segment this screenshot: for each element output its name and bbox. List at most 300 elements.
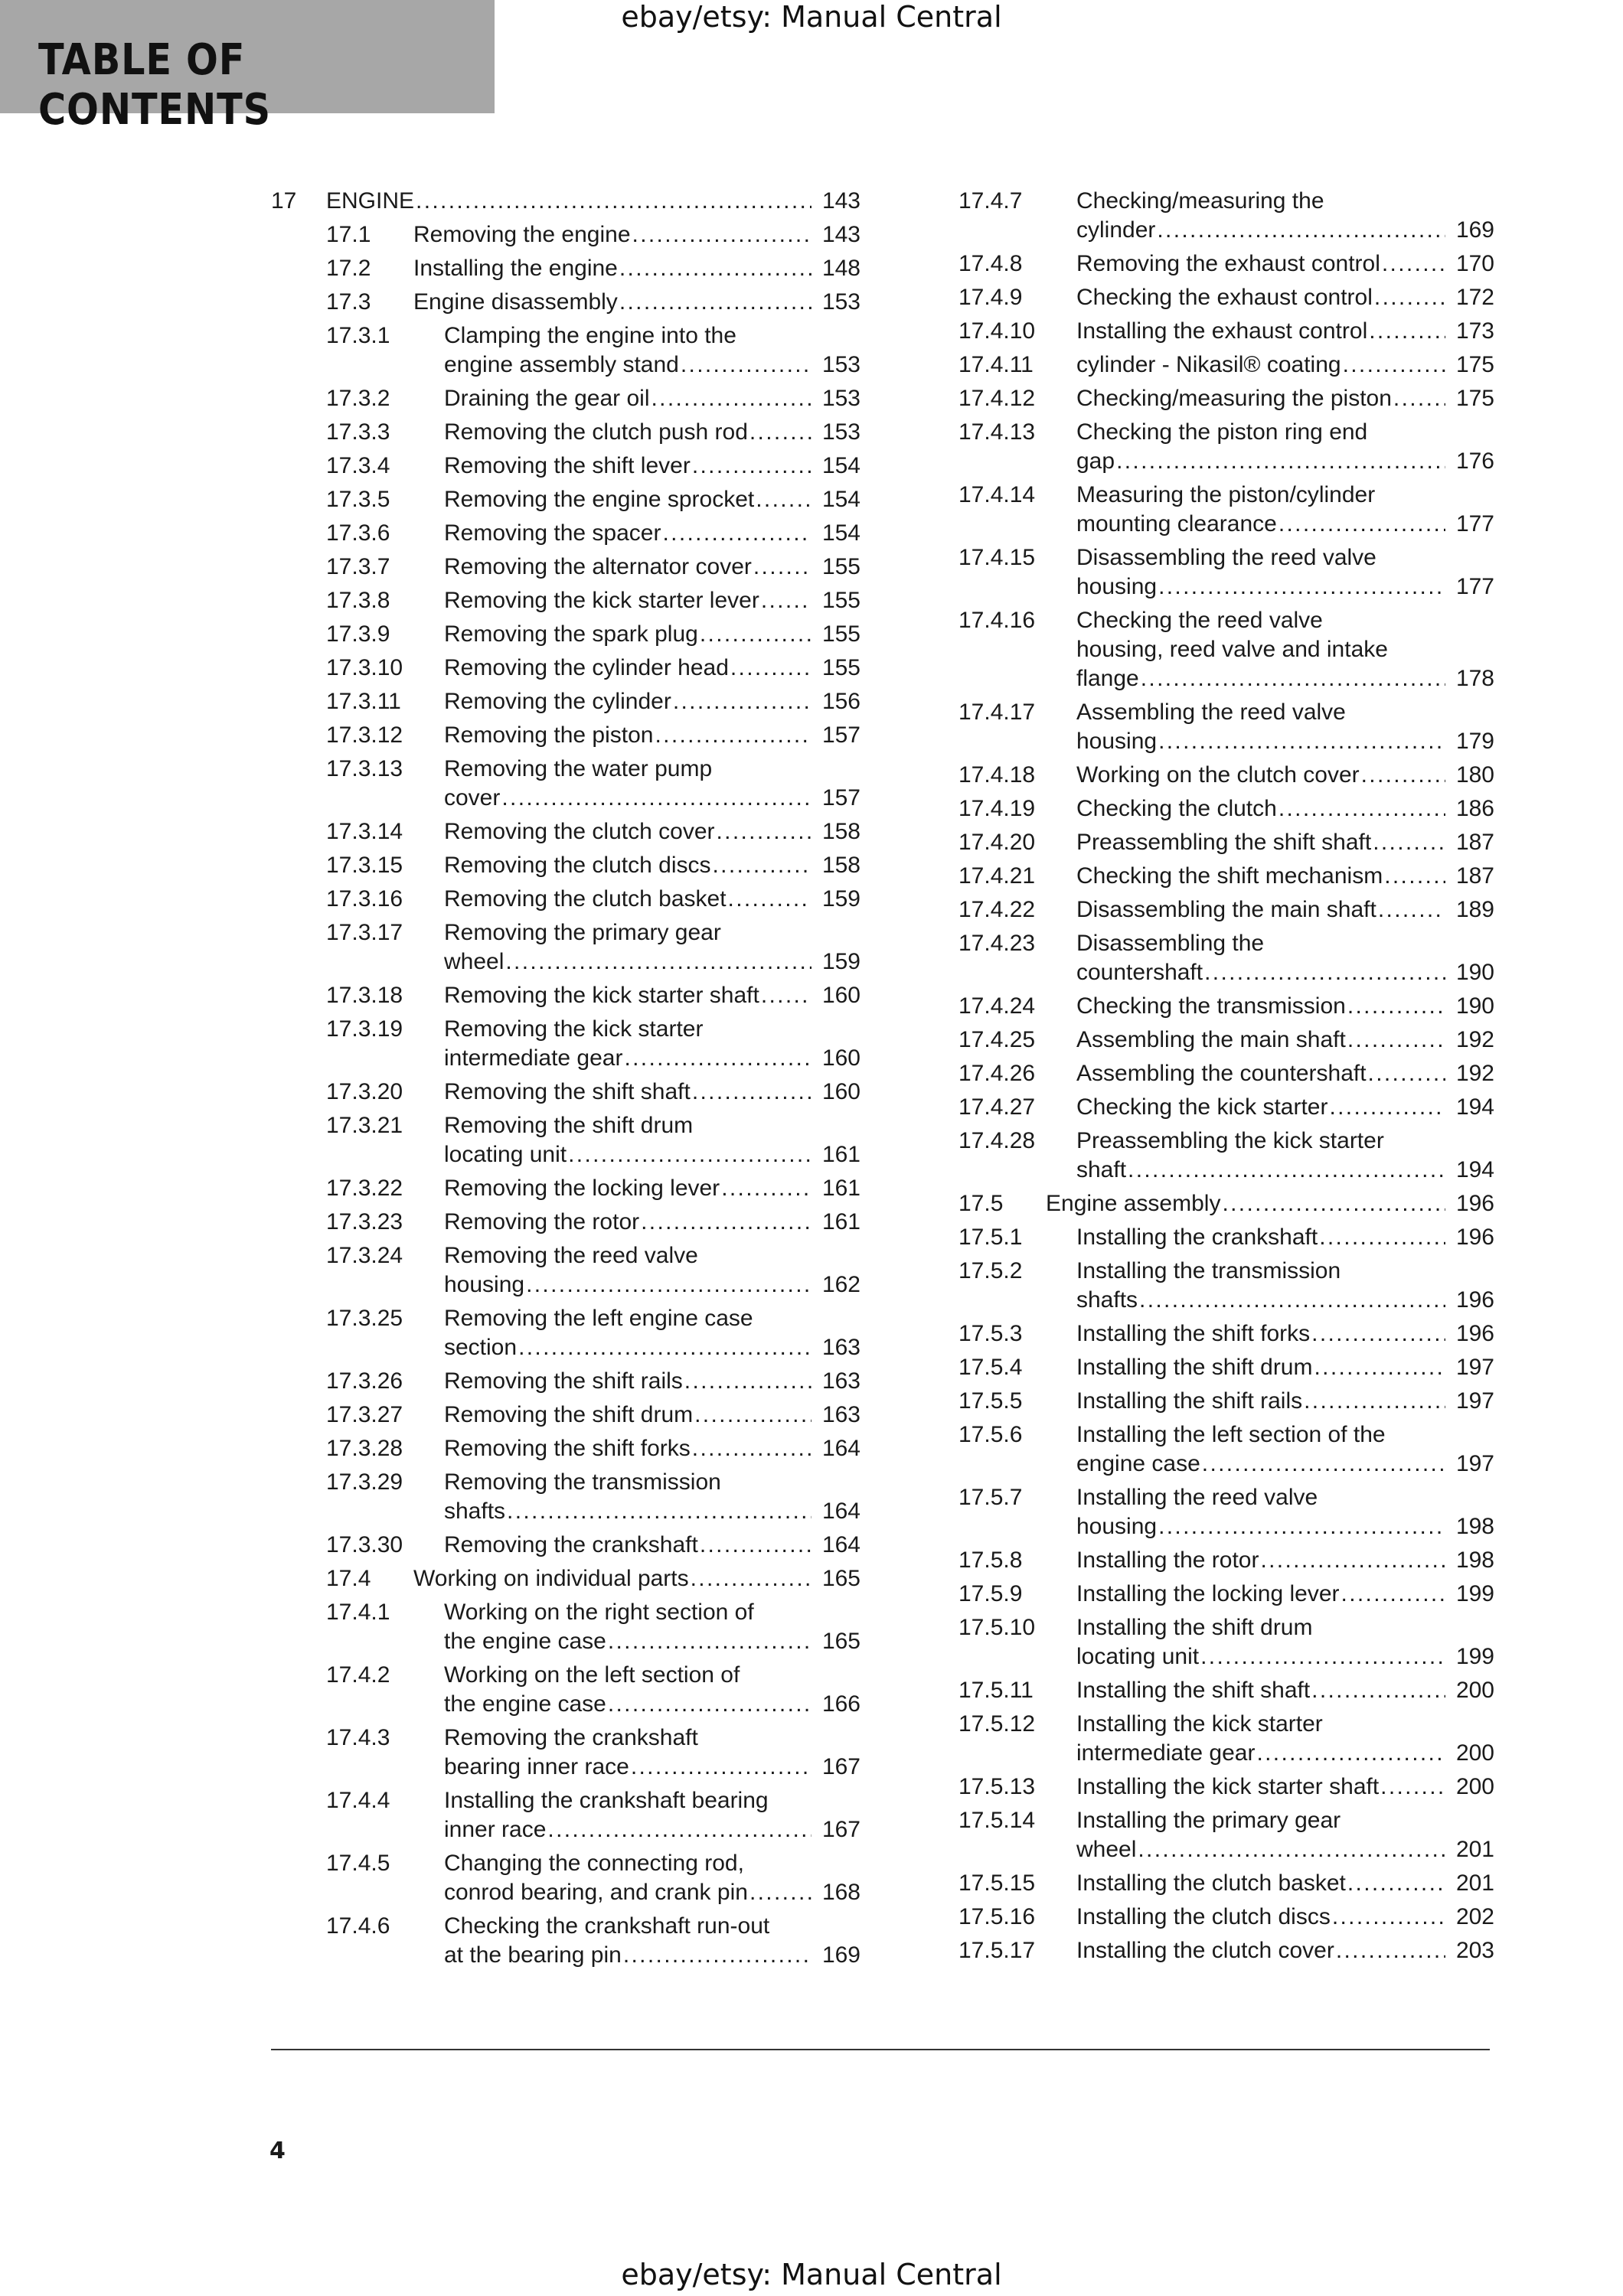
toc-entry-title: Checking the reed valve — [1076, 608, 1323, 633]
toc-entry-page: 180 — [1455, 762, 1494, 788]
toc-entry-page: 197 — [1455, 1451, 1494, 1476]
dot-leader — [1380, 1773, 1445, 1802]
toc-entry-page: 200 — [1455, 1740, 1494, 1766]
toc-entry[interactable] — [958, 761, 1494, 790]
dot-leader — [761, 586, 812, 615]
toc-entry-number: 17.4 — [326, 1566, 371, 1591]
toc-entry-number: 17.5.8 — [958, 1548, 1023, 1573]
toc-entry-number: 17.4.3 — [326, 1725, 390, 1750]
toc-entry[interactable] — [958, 351, 1494, 380]
toc-entry[interactable] — [271, 721, 860, 750]
dot-leader — [1378, 895, 1445, 925]
toc-entry-number: 17.3.30 — [326, 1532, 403, 1557]
toc-entry-title: the engine case — [444, 1691, 606, 1717]
toc-entry-page: 199 — [1455, 1644, 1494, 1669]
toc-entry-page: 177 — [1455, 511, 1494, 536]
toc-entry-page: 153 — [821, 386, 860, 411]
toc-entry[interactable] — [271, 553, 860, 582]
toc-entry-number: 17.3.1 — [326, 323, 390, 348]
toc-entry[interactable] — [271, 187, 860, 216]
toc-entry[interactable] — [271, 321, 860, 380]
toc-entry-number: 17.3 — [326, 289, 371, 315]
toc-entry[interactable] — [958, 1546, 1494, 1575]
toc-entry-number: 17.3.22 — [326, 1176, 403, 1201]
toc-entry[interactable] — [271, 1786, 860, 1844]
toc-entry-number: 17.4.16 — [958, 608, 1036, 633]
toc-entry-page: 190 — [1455, 993, 1494, 1019]
toc-entry-page: 158 — [821, 853, 860, 878]
toc-entry-title: Preassembling the shift shaft — [1076, 830, 1372, 855]
toc-entry-page: 202 — [1455, 1904, 1494, 1929]
toc-entry[interactable] — [958, 794, 1494, 823]
toc-entry-number: 17.3.5 — [326, 487, 390, 512]
toc-entry[interactable] — [271, 1174, 860, 1203]
dot-leader — [608, 1627, 812, 1656]
toc-entry-title: Removing the kick starter shaft — [444, 983, 759, 1008]
toc-entry-page: 143 — [821, 222, 860, 247]
toc-entry-title: intermediate gear — [444, 1045, 623, 1071]
toc-entry-page: 157 — [821, 785, 860, 810]
toc-entry-title: Installing the crankshaft — [1076, 1225, 1318, 1250]
dot-leader — [547, 1815, 812, 1844]
toc-entry[interactable] — [271, 1078, 860, 1107]
dot-leader — [1158, 1512, 1445, 1541]
toc-entry[interactable] — [958, 1936, 1494, 1965]
toc-entry[interactable] — [958, 1869, 1494, 1898]
dot-leader — [1374, 283, 1445, 312]
dot-leader — [1222, 1189, 1445, 1218]
dot-leader — [700, 620, 812, 649]
toc-entry[interactable] — [271, 817, 860, 846]
toc-entry-number: 17.4.2 — [326, 1662, 390, 1688]
toc-entry-title: Clamping the engine into the — [444, 323, 736, 348]
toc-entry-number: 17.4.19 — [958, 796, 1036, 821]
toc-entry[interactable] — [271, 1661, 860, 1719]
toc-entry-title: Installing the reed valve — [1076, 1485, 1318, 1510]
toc-entry-number: 17.4.5 — [326, 1851, 390, 1876]
toc-entry-title: wheel — [444, 949, 505, 974]
toc-entry-number: 17.3.23 — [326, 1209, 403, 1234]
toc-entry[interactable] — [271, 485, 860, 514]
toc-entry-number: 17.3.24 — [326, 1243, 403, 1268]
toc-entry[interactable] — [271, 220, 860, 249]
toc-entry-number: 17.4.9 — [958, 285, 1023, 310]
toc-entry-title: Checking the crankshaft run-out — [444, 1913, 770, 1939]
toc-entry[interactable] — [271, 586, 860, 615]
toc-entry[interactable] — [271, 1304, 860, 1362]
toc-entry[interactable] — [271, 1724, 860, 1782]
toc-entry-page: 201 — [1455, 1870, 1494, 1896]
toc-entry-number: 17.5.2 — [958, 1258, 1023, 1283]
toc-entry-title: Removing the shift lever — [444, 453, 691, 478]
dot-leader — [700, 1531, 812, 1560]
toc-entry[interactable] — [958, 1059, 1494, 1088]
dot-leader — [1382, 249, 1445, 279]
toc-entry-page: 169 — [1455, 217, 1494, 243]
dot-leader — [619, 288, 812, 317]
toc-entry-title: Removing the kick starter — [444, 1016, 704, 1042]
dot-leader — [692, 1078, 812, 1107]
dot-leader — [1202, 1450, 1445, 1479]
toc-entry-page: 156 — [821, 689, 860, 714]
toc-entry[interactable] — [958, 1257, 1494, 1315]
dot-leader — [526, 1270, 812, 1300]
toc-entry-page: 155 — [821, 621, 860, 647]
toc-entry-number: 17.5.15 — [958, 1870, 1036, 1896]
toc-entry[interactable] — [271, 1401, 860, 1430]
toc-entry[interactable] — [271, 851, 860, 880]
toc-entry[interactable] — [958, 1903, 1494, 1932]
toc-entry-number: 17.4.28 — [958, 1128, 1036, 1153]
toc-entry[interactable] — [958, 317, 1494, 346]
toc-entry-page: 148 — [821, 256, 860, 281]
toc-entry[interactable] — [271, 1367, 860, 1396]
toc-entry[interactable] — [958, 481, 1494, 539]
dot-leader — [416, 187, 812, 216]
toc-entry-number: 17.3.28 — [326, 1436, 403, 1461]
dot-leader — [717, 817, 812, 846]
toc-entry-page: 154 — [821, 520, 860, 546]
toc-entry-title: Engine assembly — [1046, 1191, 1221, 1216]
toc-entry[interactable] — [271, 654, 860, 683]
toc-entry-title: Removing the left engine case — [444, 1306, 753, 1331]
toc-entry-page: 196 — [1455, 1225, 1494, 1250]
toc-entry-title: Assembling the reed valve — [1076, 700, 1346, 725]
toc-entry[interactable] — [271, 687, 860, 716]
toc-entry-title: Disassembling the reed valve — [1076, 545, 1376, 570]
toc-entry[interactable] — [958, 283, 1494, 312]
toc-entry-page: 158 — [821, 819, 860, 844]
toc-entry-title: shafts — [444, 1499, 506, 1524]
toc-entry-title: engine case — [1076, 1451, 1200, 1476]
toc-entry-page: 161 — [821, 1142, 860, 1167]
toc-entry[interactable] — [271, 1468, 860, 1526]
toc-entry-title: locating unit — [1076, 1644, 1200, 1669]
dot-leader — [761, 981, 812, 1010]
toc-entry-number: 17.3.16 — [326, 886, 403, 912]
dot-leader — [1347, 1869, 1445, 1898]
toc-entry[interactable] — [958, 1319, 1494, 1349]
toc-entry-number: 17.3.7 — [326, 554, 390, 579]
toc-entry-title: Engine disassembly — [413, 289, 618, 315]
toc-entry[interactable] — [271, 254, 860, 283]
toc-entry-page: 166 — [821, 1691, 860, 1717]
toc-entry-page: 154 — [821, 487, 860, 512]
dot-leader — [507, 1497, 812, 1526]
toc-entry-page: 192 — [1455, 1061, 1494, 1086]
toc-entry[interactable] — [958, 929, 1494, 987]
toc-entry-number: 17.5.6 — [958, 1422, 1023, 1447]
toc-entry-number: 17.5.12 — [958, 1711, 1036, 1737]
toc-entry-page: 153 — [821, 352, 860, 377]
dot-leader — [1368, 1059, 1445, 1088]
toc-entry-page: 165 — [821, 1566, 860, 1591]
dot-leader — [623, 1941, 812, 1970]
toc-entry-title: Removing the spacer — [444, 520, 661, 546]
toc-entry[interactable] — [958, 187, 1494, 245]
toc-entry-title: Measuring the piston/cylinder — [1076, 482, 1376, 507]
toc-entry-title: Removing the crankshaft — [444, 1532, 698, 1557]
toc-entry[interactable] — [271, 288, 860, 317]
dot-leader — [632, 220, 812, 249]
toc-entry-title: locating unit — [444, 1142, 567, 1167]
toc-entry-title: Checking the clutch — [1076, 796, 1277, 821]
toc-entry-page: 172 — [1455, 285, 1494, 310]
toc-entry[interactable] — [271, 418, 860, 447]
toc-entry-title: housing — [1076, 1514, 1158, 1539]
dot-leader — [721, 1174, 812, 1203]
toc-entry-title: Removing the piston — [444, 722, 654, 748]
dot-leader — [1141, 664, 1445, 693]
toc-entry-page: 187 — [1455, 830, 1494, 855]
toc-entry-page: 164 — [821, 1499, 860, 1524]
toc-entry[interactable] — [958, 543, 1494, 602]
toc-entry-title: Removing the engine sprocket — [444, 487, 755, 512]
toc-entry[interactable] — [271, 885, 860, 914]
toc-entry-title: Checking the shift mechanism — [1076, 863, 1383, 889]
toc-entry-number: 17.4.10 — [958, 318, 1036, 344]
toc-entry[interactable] — [958, 606, 1494, 693]
toc-entry[interactable] — [271, 1241, 860, 1300]
toc-entry[interactable] — [958, 1353, 1494, 1382]
dot-leader — [1311, 1676, 1445, 1705]
toc-entry-title: Changing the connecting rod, — [444, 1851, 744, 1876]
toc-entry-title: cylinder — [1076, 217, 1156, 243]
toc-entry-title: engine assembly stand — [444, 352, 679, 377]
toc-entry-page: 200 — [1455, 1774, 1494, 1799]
dot-leader — [681, 351, 812, 380]
toc-entry[interactable] — [958, 1387, 1494, 1416]
toc-entry-title: section — [444, 1335, 518, 1360]
dot-leader — [749, 1878, 812, 1907]
toc-entry-number: 17.3.11 — [326, 689, 401, 714]
toc-entry[interactable] — [271, 1564, 860, 1593]
toc-entry-number: 17.4.25 — [958, 1027, 1036, 1052]
dot-leader — [518, 1333, 812, 1362]
page-title: TABLE OF CONTENTS — [38, 35, 271, 135]
toc-entry-number: 17.3.19 — [326, 1016, 403, 1042]
toc-entry-title: Installing the shift rails — [1076, 1388, 1303, 1414]
toc-entry-title: Assembling the main shaft — [1076, 1027, 1346, 1052]
toc-entry-page: 164 — [821, 1532, 860, 1557]
toc-entry[interactable] — [958, 1613, 1494, 1671]
toc-entry-title: at the bearing pin — [444, 1942, 622, 1968]
toc-entry-title: Removing the cylinder — [444, 689, 671, 714]
toc-entry-number: 17.4.20 — [958, 830, 1036, 855]
toc-entry[interactable] — [271, 1208, 860, 1237]
toc-entry[interactable] — [958, 1127, 1494, 1185]
toc-entry[interactable] — [958, 1223, 1494, 1252]
toc-entry-number: 17.5.17 — [958, 1938, 1036, 1963]
toc-entry-page: 160 — [821, 1045, 860, 1071]
dot-leader — [1204, 958, 1445, 987]
toc-entry-number: 17.5.3 — [958, 1321, 1023, 1346]
toc-entry-title: Working on the right section of — [444, 1600, 754, 1625]
toc-entry-number: 17.5.7 — [958, 1485, 1023, 1510]
toc-entry[interactable] — [271, 755, 860, 813]
toc-entry-number: 17.4.23 — [958, 931, 1036, 956]
toc-entry[interactable] — [271, 452, 860, 481]
toc-entry-title: Installing the shift shaft — [1076, 1678, 1311, 1703]
toc-entry-number: 17.3.3 — [326, 419, 390, 445]
toc-entry[interactable] — [271, 1434, 860, 1463]
toc-entry[interactable] — [271, 384, 860, 413]
toc-entry[interactable] — [271, 1531, 860, 1560]
toc-entry-title: Removing the locking lever — [444, 1176, 720, 1201]
toc-entry-number: 17.4.1 — [326, 1600, 390, 1625]
toc-entry-number: 17 — [271, 188, 297, 214]
toc-entry-page: 169 — [821, 1942, 860, 1968]
toc-entry[interactable] — [958, 698, 1494, 756]
toc-entry-title: Removing the spark plug — [444, 621, 698, 647]
toc-entry-title: intermediate gear — [1076, 1740, 1256, 1766]
dot-leader — [692, 1434, 812, 1463]
dot-leader — [1332, 1903, 1445, 1932]
toc-entry-page: 167 — [821, 1754, 860, 1779]
toc-entry[interactable] — [958, 418, 1494, 476]
toc-entry-title: Preassembling the kick starter — [1076, 1128, 1384, 1153]
toc-entry-page: 163 — [821, 1368, 860, 1394]
toc-entry[interactable] — [958, 384, 1494, 413]
toc-entry-page: 157 — [821, 722, 860, 748]
toc-entry-title: Working on individual parts — [413, 1566, 689, 1591]
toc-entry-title: Installing the kick starter shaft — [1076, 1774, 1380, 1799]
toc-entry-page: 161 — [821, 1209, 860, 1234]
toc-entry-title: conrod bearing, and crank pin — [444, 1880, 748, 1905]
toc-entry-page: 175 — [1455, 352, 1494, 377]
toc-entry[interactable] — [958, 1710, 1494, 1768]
dot-leader — [501, 784, 812, 813]
toc-entry-title: shaft — [1076, 1157, 1127, 1182]
toc-entry-title: flange — [1076, 666, 1139, 691]
toc-entry-page: 203 — [1455, 1938, 1494, 1963]
toc-entry[interactable] — [271, 1111, 860, 1169]
toc-entry[interactable] — [958, 828, 1494, 857]
dot-leader — [1157, 216, 1445, 245]
dot-leader — [1369, 317, 1445, 346]
dot-leader — [624, 1044, 812, 1073]
toc-entry[interactable] — [271, 981, 860, 1010]
toc-entry[interactable] — [271, 620, 860, 649]
toc-entry-title: Installing the transmission — [1076, 1258, 1341, 1283]
toc-entry-title: housing — [444, 1272, 525, 1297]
toc-entry[interactable] — [958, 1580, 1494, 1609]
dot-leader — [631, 1753, 812, 1782]
toc-entry-title: Removing the cylinder head — [444, 655, 729, 680]
toc-entry[interactable] — [958, 1189, 1494, 1218]
toc-entry-page: 197 — [1455, 1355, 1494, 1380]
toc-entry-page: 155 — [821, 554, 860, 579]
dot-leader — [568, 1140, 812, 1169]
toc-entry-number: 17.4.12 — [958, 386, 1036, 411]
toc-entry-number: 17.1 — [326, 222, 371, 247]
toc-entry-page: 197 — [1455, 1388, 1494, 1414]
toc-entry-page: 155 — [821, 588, 860, 613]
toc-entry[interactable] — [958, 1676, 1494, 1705]
toc-entry-number: 17.3.14 — [326, 819, 403, 844]
toc-entry[interactable] — [958, 249, 1494, 279]
toc-entry-page: 194 — [1455, 1157, 1494, 1182]
toc-entry[interactable] — [958, 1773, 1494, 1802]
page-number: 4 — [269, 2138, 286, 2164]
toc-entry-title: Installing the locking lever — [1076, 1581, 1340, 1606]
toc-entry-title: Installing the crankshaft bearing — [444, 1788, 769, 1813]
toc-entry-page: 170 — [1455, 251, 1494, 276]
toc-entry-title: gap — [1076, 448, 1115, 474]
toc-entry-number: 17.5.14 — [958, 1808, 1036, 1833]
toc-entry-title: Draining the gear oil — [444, 386, 650, 411]
toc-entry[interactable] — [958, 992, 1494, 1021]
toc-entry-number: 17.5.10 — [958, 1615, 1036, 1640]
toc-entry-page: 155 — [821, 655, 860, 680]
dot-leader — [641, 1208, 812, 1237]
toc-entry[interactable] — [958, 1026, 1494, 1055]
toc-entry[interactable] — [271, 1849, 860, 1907]
toc-entry[interactable] — [958, 895, 1494, 925]
dot-leader — [1329, 1093, 1445, 1122]
toc-entry[interactable] — [958, 862, 1494, 891]
toc-entry-number: 17.5.13 — [958, 1774, 1036, 1799]
toc-entry[interactable] — [958, 1806, 1494, 1864]
toc-entry[interactable] — [271, 1912, 860, 1970]
toc-entry-title: inner race — [444, 1817, 547, 1842]
toc-entry-title: mounting clearance — [1076, 511, 1277, 536]
toc-entry-page: 173 — [1455, 318, 1494, 344]
dot-leader — [1158, 727, 1445, 756]
dot-leader — [684, 1367, 812, 1396]
toc-entry-title: Removing the shift drum — [444, 1402, 694, 1427]
toc-entry-page: 167 — [821, 1817, 860, 1842]
dot-leader — [730, 654, 812, 683]
toc-entry[interactable] — [271, 918, 860, 977]
toc-entry-title: Removing the kick starter lever — [444, 588, 759, 613]
toc-entry-title: wheel — [1076, 1837, 1137, 1862]
toc-entry-page: 176 — [1455, 448, 1494, 474]
toc-entry-title: Removing the clutch discs — [444, 853, 711, 878]
toc-entry-page: 175 — [1455, 386, 1494, 411]
toc-entry-number: 17.4.6 — [326, 1913, 390, 1939]
toc-entry-number: 17.4.21 — [958, 863, 1036, 889]
toc-entry-number: 17.5.9 — [958, 1581, 1023, 1606]
toc-entry-title: Removing the transmission — [444, 1469, 721, 1495]
toc-entry[interactable] — [271, 519, 860, 548]
toc-entry-page: 153 — [821, 419, 860, 445]
toc-entry-number: 17.4.22 — [958, 897, 1036, 922]
toc-entry[interactable] — [271, 1015, 860, 1073]
toc-entry-title: countershaft — [1076, 960, 1203, 985]
toc-entry-page: 163 — [821, 1402, 860, 1427]
toc-entry-number: 17.3.6 — [326, 520, 390, 546]
toc-entry-number: 17.3.27 — [326, 1402, 403, 1427]
toc-entry-title: ENGINE — [326, 188, 415, 214]
toc-entry-title: Installing the left section of the — [1076, 1422, 1386, 1447]
toc-entry-page: 160 — [821, 983, 860, 1008]
toc-entry-number: 17.3.8 — [326, 588, 390, 613]
toc-entry-title: Checking/measuring the — [1076, 188, 1324, 214]
dot-leader — [1260, 1546, 1445, 1575]
toc-entry-title: Removing the crankshaft — [444, 1725, 698, 1750]
dot-leader — [753, 553, 812, 582]
toc-entry[interactable] — [958, 1483, 1494, 1541]
toc-entry-title: Removing the shift rails — [444, 1368, 683, 1394]
toc-entry-title: Disassembling the — [1076, 931, 1265, 956]
toc-entry[interactable] — [958, 1093, 1494, 1122]
dot-leader — [655, 721, 812, 750]
toc-entry-page: 154 — [821, 453, 860, 478]
toc-entry[interactable] — [958, 1420, 1494, 1479]
toc-entry-page: 178 — [1455, 666, 1494, 691]
toc-entry[interactable] — [271, 1598, 860, 1656]
